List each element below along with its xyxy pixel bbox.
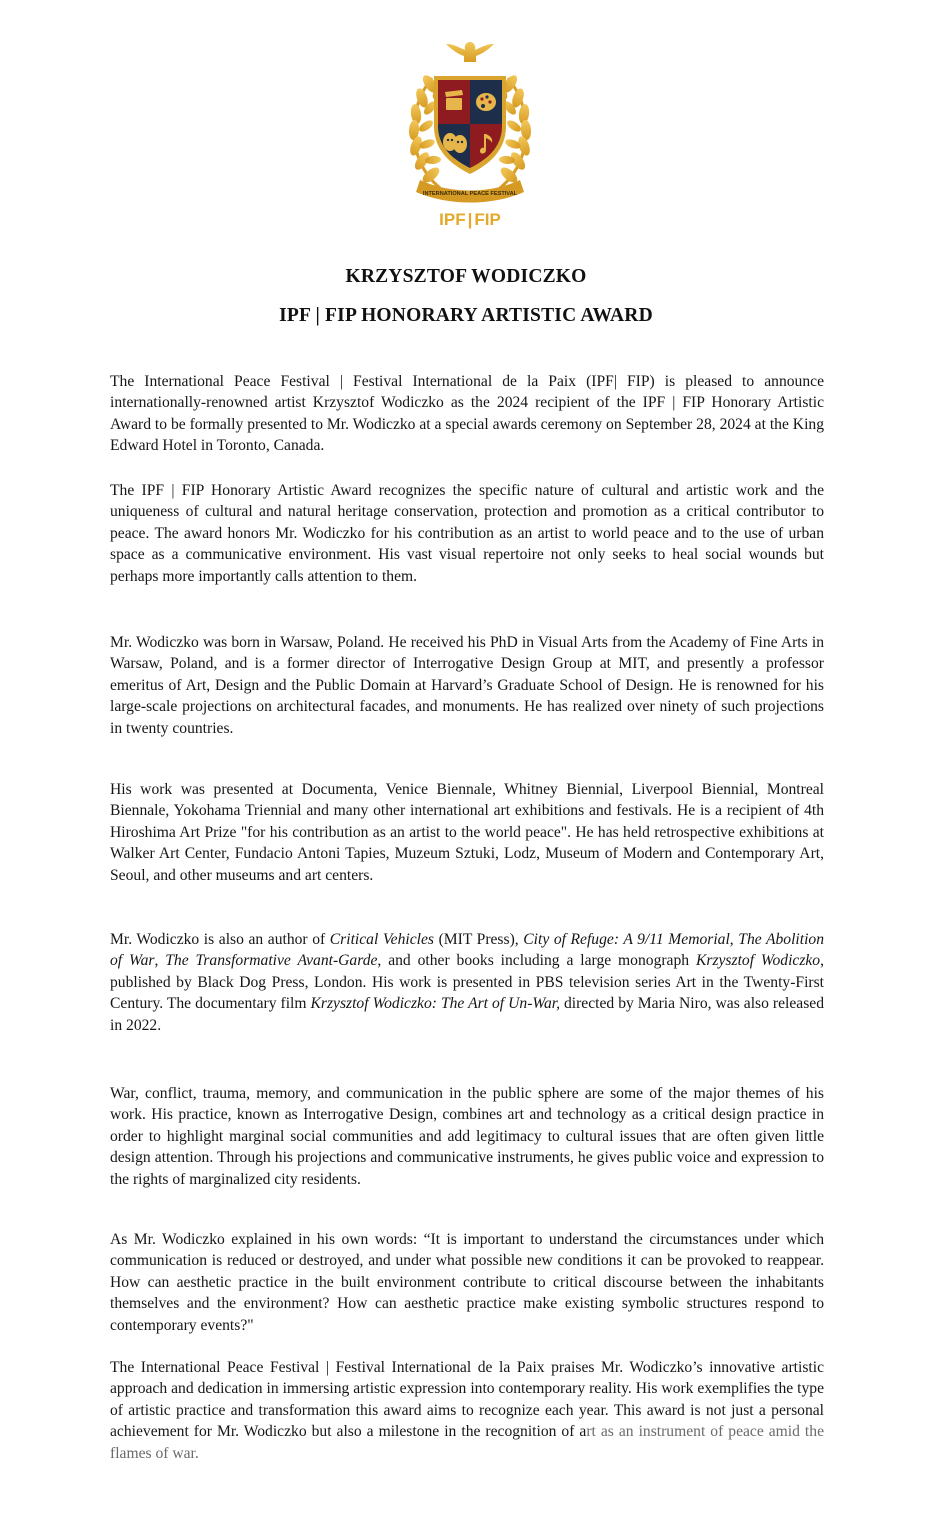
book-title: The Transformative Avant-Garde (165, 952, 378, 970)
eagle-icon (446, 42, 494, 62)
svg-text:IPF|FIP (439, 210, 501, 229)
page-title: KRZYSZTOF WODICZKO (345, 266, 587, 287)
wordmark-ipf: IPF (439, 210, 466, 229)
palette-icon (476, 93, 496, 111)
film-clapper-icon (445, 90, 463, 110)
paragraph-award-description: The IPF | FIP Honorary Artistic Award recognizes the specific nature of cultural and artistic work and the uniqueness of cultural and natural heritage conservation, protection and promotion as a critical contributor to peace. The award honors Mr. Wodiczko for his contribution as an artist to world peace and to the use of urban space as a communicative environment. His vast visual repertoire not only seeks to heal social wounds but perhaps more importantly calls attention to them. (110, 482, 824, 585)
paragraph-quote: As Mr. Wodiczko explained in his own words: “It is important to understand the circumstances under which communication is reduced or destroyed, and under what possible new conditions it can be provoked to reappear. How can aesthetic practice in the built environment contribute to critical discourse between the inhabitants themselves and the environment? How can aesthetic practice make existing symbolic structures respond to contemporary events?" (110, 1231, 824, 1334)
book-title: City of Refuge: A 9/11 Memorial (523, 931, 730, 948)
paragraph-exhibitions: His work was presented at Documenta, Venice Biennale, Whitney Biennial, Liverpool Biennial, Montreal Biennale, Yokohama Triennial and many other international art exhibitions and festivals. He is a recipient of 4th Hiroshima Art Prize "for his contribution as an artist to the world peace". He has held retrospective exhibitions at Walker Art Center, Fundacio Antoni Tapies, Muzeum Sztuki, Lodz, Museum of Modern and Contemporary Art, Seoul, and other museums and art centers. (110, 781, 824, 884)
wordmark-fip: FIP (474, 210, 501, 229)
page-subtitle: IPF | FIP HONORARY ARTISTIC AWARD (279, 305, 653, 326)
ipf-fip-logo (400, 38, 540, 230)
paragraph-themes: War, conflict, trauma, memory, and communication in the public sphere are some of the major themes of his work. His practice, known as Interrogative Design, combines art and technology as a critical design practice in order to highlight marginal social communities and add legitimacy to cultural issues that are often given little design attention. Through his projections and communicative instruments, he gives public voice and expression to the rights of marginalized city residents. (110, 1085, 824, 1188)
wordmark-separator: | (467, 210, 473, 229)
laurel-crest-icon (400, 38, 540, 230)
shield-icon (434, 76, 506, 174)
ribbon-text: INTERNATIONAL PEACE FESTIVAL (422, 191, 518, 197)
book-title: The Abolition of War (110, 931, 825, 970)
film-title: Krzysztof Wodiczko: The Art of Un-War, (310, 995, 560, 1013)
book-title: Krzysztof Wodiczko (695, 952, 821, 970)
paragraph-closing: The International Peace Festival | Festival International de la Paix praises Mr. Wodiczko’s innovative artistic approach and dedication in immersing artistic expression into contemporary reality. His work exemplifies the type of artistic practice and transformation this award aims to recognize each year. This award is not just a personal achievement for Mr. Wodiczko but also a milestone in the recognition of art as an instrument of peace amid the flames of war. (110, 1359, 824, 1462)
paragraph-announcement: The International Peace Festival | Festival International de la Paix (IPF| FIP) is pleased to announce internationally-renowned artist Krzysztof Wodiczko as the 2024 recipient of the IPF | FIP Honorary Artistic Award to be formally presented to Mr. Wodiczko at a special awards ceremony on September 28, 2024 at the King Edward Hotel in Toronto, Canada. (110, 373, 824, 455)
paragraph-biography: Mr. Wodiczko was born in Warsaw, Poland. He received his PhD in Visual Arts from the Academy of Fine Arts in Warsaw, Poland, and is a former director of Interrogative Design Group at MIT, and presently a professor emeritus of Art, Design and the Public Domain at Harvard’s Graduate School of Design. He is renowned for his large-scale projections on architectural facades, and monuments. He has realized over ninety of such projections in twenty countries. (110, 634, 824, 737)
book-title: Critical Vehicles (329, 931, 434, 948)
paragraph-publications: Mr. Wodiczko is also an author of Critical Vehicles (MIT Press), City of Refuge: A 9/11 Memorial, The Abolition of War, The Transformative Avant-Garde, and other books including a large monograph Krzysztof Wodiczko, published by Black Dog Press, London. His work is presented in PBS television series Art in the Twenty-First Century. The documentary film Krzysztof Wodiczko: The Art of Un-War, directed by Maria Niro, was also released in 2022. (110, 931, 825, 1034)
